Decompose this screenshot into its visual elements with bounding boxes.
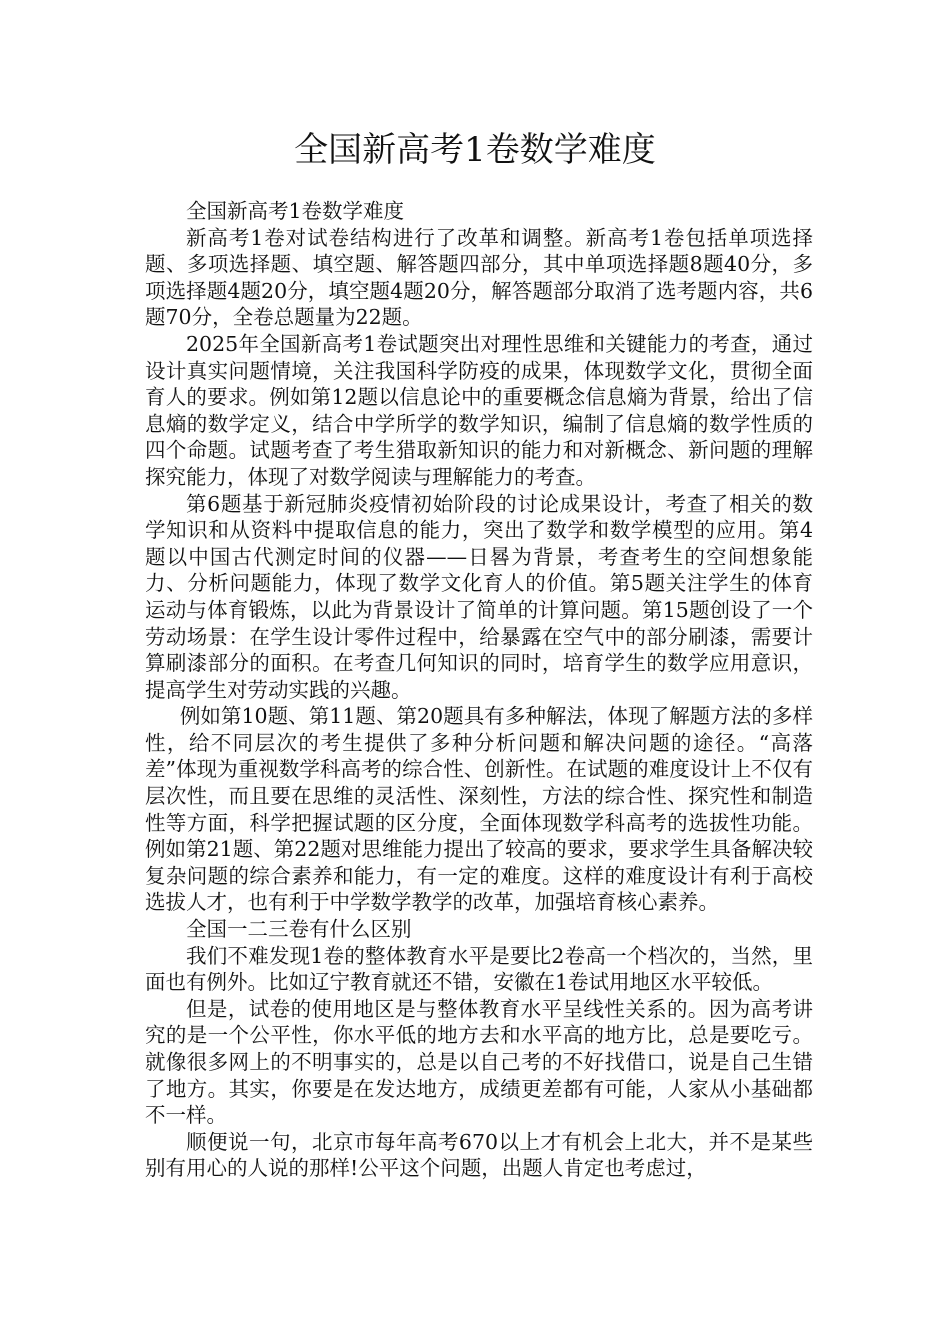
paragraph-beijing: 顺便说一句，北京市每年高考670以上才有机会上北大，并不是某些别有用心的人说的那样!公平这个问题，出题人肯定也考虑过， — [145, 1129, 813, 1181]
paragraph-question-10: 例如第10题、第11题、第20题具有多种解法，体现了解题方法的多样性，给不同层次的考生提供了多种分析问题和解决问题的途径。“高落差”体现为重视数学科高考的综合性、创新性。在试题的难度设计上不仅有层次性，而且要在思维的灵活性、深刻性，方法的综合性、探究性和制造性等方面，科学把握试题的区分度，全面体现数学科高考的选拔性功能。例如第21题、第22题对思维能力提出了较高的要求，要求学生具备解决较复杂问题的综合素养和能力，有一定的难度。这样的难度设计有利于高校选拔人才，也有利于中学数学教学的改革，加强培育核心素养。 — [145, 704, 813, 915]
document-title: 全国新高考1卷数学难度 — [294, 130, 656, 170]
paragraph-question-6: 第6题基于新冠肺炎疫情初始阶段的讨论成果设计，考查了相关的数学知识和从资料中提取信息的能力，突出了数学和数学模型的应用。第4题以中国古代测定时间的仪器——日晷为背景，考查考生的空间想象能力、分析问题能力，体现了数学文化育人的价值。第5题关注学生的体育运动与体育锻炼，以此为背景设计了简单的计算问题。第15题创设了一个劳动场景：在学生设计零件过程中，给暴露在空气中的部分刷漆，需要计算刷漆部分的面积。在考查几何知识的同时，培育学生的数学应用意识，提高学生对劳动实践的兴趣。 — [145, 491, 813, 702]
paragraph-structure: 新高考1卷对试卷结构进行了改革和调整。新高考1卷包括单项选择题、多项选择题、填空题、解答题四部分，其中单项选择题8题40分，多项选择题4题20分，填空题4题20分，解答题部分取消了选考题内容，共6题70分，全卷总题量为22题。 — [145, 225, 813, 330]
paragraph-subtitle: 全国新高考1卷数学难度 — [186, 199, 405, 223]
paragraph-paper-1-level: 我们不难发现1卷的整体教育水平是要比2卷高一个档次的，当然，里面也有例外。比如辽宁教育就还不错，安徽在1卷试用地区水平较低。 — [145, 943, 813, 995]
document-body — [145, 198, 813, 1182]
paragraph-2025-exam: 2025年全国新高考1卷试题突出对理性思维和关键能力的考查，通过设计真实问题情境，关注我国科学防疫的成果，体现数学文化，贯彻全面育人的要求。例如第12题以信息论中的重要概念信息熵为背景，给出了信息熵的数学定义，结合中学所学的数学知识，编制了信息熵的数学性质的四个命题。试题考查了考生猎取新知识的能力和对新概念、新问题的理解探究能力，体现了对数学阅读与理解能力的考查。 — [145, 331, 813, 489]
paragraph-fairness: 但是，试卷的使用地区是与整体教育水平呈线性关系的。因为高考讲究的是一个公平性，你水平低的地方去和水平高的地方比，总是要吃亏。就像很多网上的不明事实的，总是以自己考的不好找借口，说是自己生错了地方。其实，你要是在发达地方，成绩更差都有可能，人家从小基础都不一样。 — [145, 996, 813, 1128]
paragraph-heading-differences: 全国一二三卷有什么区别 — [186, 917, 412, 942]
